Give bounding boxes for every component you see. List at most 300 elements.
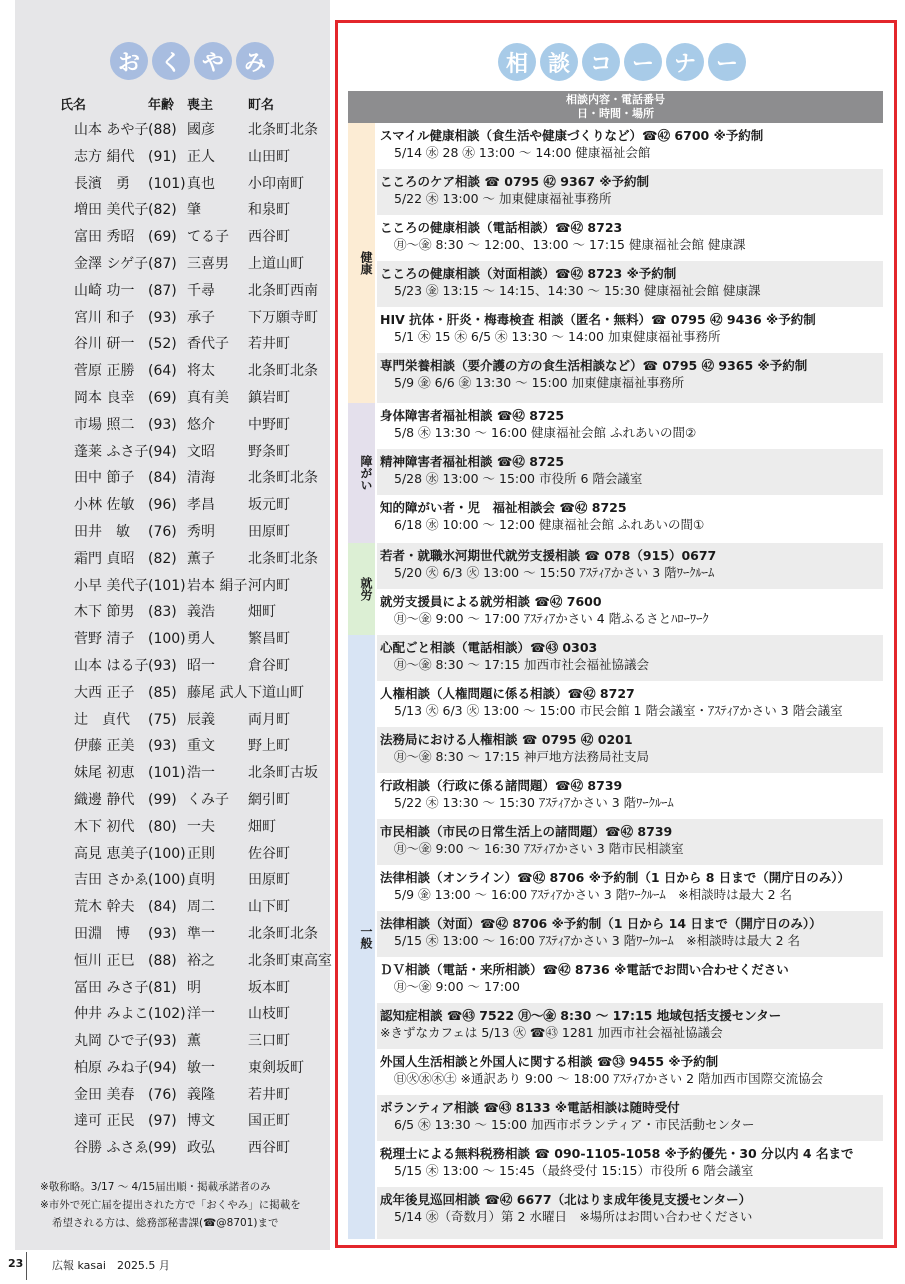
obituary-name: 柏原 みね子: [74, 1059, 149, 1076]
consult-entry-detail: 5/8 ㊍ 13:30 ～ 16:00 健康福祉会館 ふれあいの間②: [394, 425, 697, 440]
obituary-town: 北条町北条: [248, 550, 318, 567]
obituary-age: (75): [148, 711, 177, 728]
obituary-age: (82): [148, 550, 177, 567]
section-label-work: 就労: [348, 543, 375, 635]
obituary-name: 辻 貞代: [74, 711, 130, 728]
consult-entry-title: 心配ごと相談（電話相談）☎㊸ 0303: [380, 640, 598, 655]
obituary-name: 恒川 正巳: [74, 952, 135, 969]
obituary-row: [60, 305, 335, 332]
obituary-name: 達可 正民: [74, 1113, 135, 1130]
obituary-town: 三口町: [248, 1033, 290, 1050]
obituary-row: [60, 653, 335, 680]
obituary-mourner: 真有美: [187, 389, 229, 406]
obituary-mourner: 敏一: [187, 1059, 215, 1076]
obituary-town: 両月町: [248, 711, 290, 728]
obituary-name: 山本 あや子: [74, 122, 149, 138]
consult-entry-detail: ㊊～㊎ 8:30 ～ 12:00、13:00 ～ 17:15 健康福祉会館 健康課: [394, 237, 746, 252]
obituary-row: [60, 867, 335, 894]
obituary-mourner: 一夫: [187, 818, 215, 835]
obituary-age: (100): [148, 845, 186, 862]
obituary-mourner: 薫: [187, 1033, 201, 1050]
consult-entry-detail: 5/9 ㊎ 13:00 ～ 16:00 ｱｽﾃｨｱかさい 3 階ﾜｰｸﾙｰﾑ ※相談時は最大 2 名: [394, 887, 793, 902]
consult-entry: [377, 727, 883, 773]
section-label-health: 健康: [348, 123, 375, 403]
obituary-list: [60, 117, 335, 1162]
obituary-name: 妹尾 初恵: [74, 765, 135, 782]
obituary-row: [60, 787, 335, 814]
consult-title-char: ー: [708, 43, 746, 81]
obituary-town: 野条町: [248, 443, 290, 460]
obituary-row: [60, 171, 335, 198]
obituary-mourner: 政弘: [187, 1140, 215, 1157]
obituary-mourner: 辰義: [187, 711, 215, 728]
obituary-name: 金澤 シゲ子: [74, 255, 149, 272]
obituary-town: 網引町: [248, 791, 290, 808]
obituary-town: 若井町: [248, 336, 290, 353]
consult-entry-title: 法律相談（オンライン）☎㊷ 8706 ※予約制（1 日から 8 日まで（開庁日のみ））: [380, 870, 851, 885]
obituary-mourner: 肇: [187, 202, 201, 219]
footer-divider: [26, 1252, 27, 1280]
obituary-mourner: 清海: [187, 470, 215, 487]
obituary-town: 鎮岩町: [248, 389, 290, 406]
obituary-mourner: 昭一: [187, 657, 215, 674]
consult-entry: [377, 1095, 883, 1141]
consult-entry-detail: ※きずなカフェは 5/13 ㊋ ☎㊸ 1281 加西市社会福祉協議会: [380, 1025, 723, 1040]
consult-entry-title: こころの健康相談（電話相談）☎㊷ 8723: [380, 220, 623, 235]
obituary-row: [60, 894, 335, 921]
obituary-name: 小早 美代子: [74, 577, 149, 594]
obituary-town: 上道山町: [248, 255, 304, 272]
obituary-town: 北条町北条: [248, 122, 318, 138]
obituary-town: 若井町: [248, 1086, 290, 1103]
obituary-town: 河内町: [248, 577, 290, 594]
obituary-town: 繁昌町: [248, 631, 290, 648]
obituary-age: (101): [148, 765, 186, 782]
obituary-row: [60, 385, 335, 412]
obituary-row: [60, 197, 335, 224]
consult-entry-detail: 5/13 ㊋ 6/3 ㊋ 13:00 ～ 15:00 市民会館 1 階会議室・ｱｽﾃｨｱかさい 3 階会議室: [394, 703, 843, 718]
obituary-name: 丸岡 ひで子: [74, 1033, 149, 1050]
consult-title: [498, 43, 746, 81]
obituary-age: (88): [148, 122, 177, 138]
consult-entry-detail: 5/9 ㊎ 6/6 ㊎ 13:30 ～ 15:00 加東健康福祉事務所: [394, 375, 685, 390]
obituary-row: [60, 841, 335, 868]
obituary-age: (52): [148, 336, 177, 353]
obituary-row: [60, 814, 335, 841]
obituary-town: 北条町古坂: [248, 765, 318, 782]
obituary-age: (97): [148, 1113, 177, 1130]
obituary-mourner: 浩一: [187, 765, 215, 782]
obituary-row: [60, 492, 335, 519]
obituary-age: (83): [148, 604, 177, 621]
obituary-name: 吉田 さかゑ: [74, 872, 149, 889]
obituary-age: (64): [148, 363, 177, 380]
consult-entry-detail: 5/22 ㊍ 13:30 ～ 15:30 ｱｽﾃｨｱかさい 3 階ﾜｰｸﾙｰﾑ: [394, 795, 674, 810]
consult-entry: [377, 1187, 883, 1239]
obituary-row: [60, 1108, 335, 1135]
obituary-name: 市場 照二: [74, 416, 135, 433]
obituary-name: 山本 はる子: [74, 657, 149, 674]
obituary-row: [60, 1055, 335, 1082]
consult-entry-detail: 5/14 ㊌（奇数月）第 2 水曜日 ※場所はお問い合わせください: [394, 1209, 753, 1224]
obituary-row: [60, 117, 335, 144]
obituary-name: 木下 節男: [74, 604, 135, 621]
obituary-town: 中野町: [248, 416, 290, 433]
consult-entry-title: 就労支援員による就労相談 ☎㊷ 7600: [380, 594, 602, 609]
obituary-row: [60, 1028, 335, 1055]
header-age: 年齢: [148, 98, 175, 113]
obituary-name: 田中 節子: [74, 470, 135, 487]
consult-entry: [377, 957, 883, 1003]
obituary-title-char: く: [152, 42, 190, 80]
consult-entry-title: 若者・就職氷河期世代就労支援相談 ☎ 078（915）0677: [380, 548, 717, 563]
consult-entry: [377, 495, 883, 543]
obituary-age: (85): [148, 684, 177, 701]
obituary-mourner: 國彦: [187, 122, 215, 138]
consult-entry: [377, 819, 883, 865]
consult-entry: [377, 403, 883, 449]
obituary-age: (93): [148, 657, 177, 674]
consult-entry: [377, 1003, 883, 1049]
obituary-mourner: 三喜男: [187, 255, 229, 272]
obituary-name: 山崎 功一: [74, 282, 135, 299]
header-town: 町名: [248, 98, 275, 113]
obituary-mourner: 香代子: [187, 336, 229, 353]
obituary-name: 伊藤 正美: [74, 738, 135, 755]
consult-title-char: ナ: [666, 43, 704, 81]
obituary-mourner: 準一: [187, 925, 215, 942]
obituary-name: 金田 美春: [74, 1086, 135, 1103]
obituary-age: (88): [148, 952, 177, 969]
consult-entry-title: ＤＶ相談（電話・来所相談）☎㊷ 8736 ※電話でお問い合わせください: [380, 962, 789, 977]
obituary-age: (100): [148, 872, 186, 889]
consult-entry: [377, 865, 883, 911]
obituary-row: [60, 465, 335, 492]
obituary-title-char: み: [236, 42, 274, 80]
obituary-age: (87): [148, 282, 177, 299]
consult-entry: [377, 215, 883, 261]
obituary-age: (96): [148, 497, 177, 514]
obituary-age: (69): [148, 389, 177, 406]
consult-entry: [377, 1141, 883, 1187]
consult-entry-title: 知的障がい者・児 福祉相談会 ☎㊷ 8725: [380, 500, 627, 515]
obituary-town: 和泉町: [248, 202, 290, 219]
obituary-mourner: 真也: [187, 175, 215, 192]
obituary-age: (99): [148, 791, 177, 808]
section-label-disability: 障がい: [348, 403, 375, 543]
obituary-name: 霜門 貞昭: [74, 550, 135, 567]
obituary-header: [60, 94, 330, 112]
obituary-age: (93): [148, 309, 177, 326]
obituary-name: 長濱 勇: [74, 175, 130, 192]
obituary-name: 宮川 和子: [74, 309, 135, 326]
obituary-row: [60, 1001, 335, 1028]
obituary-town: 西谷町: [248, 229, 290, 246]
obituary-name: 冨田 みさ子: [74, 979, 149, 996]
obituary-town: 山下町: [248, 899, 290, 916]
obituary-row: [60, 278, 335, 305]
consult-entry-title: 専門栄養相談（要介護の方の食生活相談など）☎ 0795 ㊷ 9365 ※予約制: [380, 358, 808, 373]
obituary-age: (87): [148, 255, 177, 272]
consult-entry: [377, 307, 883, 353]
consult-entry-title: 人権相談（人権問題に係る相談）☎㊷ 8727: [380, 686, 635, 701]
page-footer: [0, 1252, 330, 1284]
obituary-age: (101): [148, 175, 186, 192]
note: ※敬称略。3/17 ～ 4/15届出順・掲載承諾者のみ: [40, 1181, 271, 1193]
consult-entry-title: ボランティア相談 ☎㊸ 8133 ※電話相談は随時受付: [380, 1100, 680, 1115]
obituary-row: [60, 680, 335, 707]
consult-entry: [377, 123, 883, 169]
obituary-name: 菅原 正勝: [74, 363, 135, 380]
obituary-name: 織邊 静代: [74, 791, 135, 808]
obituary-age: (80): [148, 818, 177, 835]
obituary-age: (76): [148, 523, 177, 540]
magazine-name: 広報 kasai 2025.5 月: [52, 1259, 170, 1272]
section-general: [348, 635, 883, 1239]
obituary-row: [60, 1082, 335, 1109]
consult-title-char: コ: [582, 43, 620, 81]
consult-entry: [377, 589, 883, 635]
obituary-mourner: 千尋: [187, 282, 215, 299]
consult-entry-detail: ㊊～㊎ 9:00 ～ 17:00 ｱｽﾃｨｱかさい 4 階ふるさとﾊﾛｰﾜｰｸ: [394, 611, 709, 626]
obituary-row: [60, 948, 335, 975]
obituary-age: (100): [148, 631, 186, 648]
obituary-town: 田原町: [248, 523, 290, 540]
obituary-name: 田淵 博: [74, 925, 130, 942]
table-header-line: 相談内容・電話番号: [566, 93, 665, 106]
obituary-town: 西谷町: [248, 1140, 290, 1157]
obituary-mourner: 博文: [187, 1113, 215, 1130]
consult-entry-detail: 5/23 ㊎ 13:15 ～ 14:15、14:30 ～ 15:30 健康福祉会館 健康課: [394, 283, 761, 298]
obituary-town: 国正町: [248, 1113, 290, 1130]
consult-entry-title: 外国人生活相談と外国人に関する相談 ☎㉝ 9455 ※予約制: [380, 1054, 719, 1069]
consult-entry-detail: 5/14 ㊌ 28 ㊌ 13:00 ～ 14:00 健康福祉会館: [394, 145, 651, 160]
obituary-town: 畑町: [248, 818, 276, 835]
obituary-title-char: や: [194, 42, 232, 80]
consult-panel: [335, 20, 897, 1248]
consult-entry: [377, 353, 883, 403]
section-health: [348, 123, 883, 403]
obituary-row: [60, 439, 335, 466]
obituary-town: 佐谷町: [248, 845, 290, 862]
obituary-title-char: お: [110, 42, 148, 80]
obituary-town: 野上町: [248, 738, 290, 755]
consult-entry-detail: ㊊～㊎ 8:30 ～ 17:15 神戸地方法務局社支局: [394, 749, 649, 764]
obituary-town: 下万願寺町: [248, 309, 318, 326]
consult-entry-detail: 5/22 ㊍ 13:00 ～ 加東健康福祉事務所: [394, 191, 612, 206]
consult-entry-title: 法務局における人権相談 ☎ 0795 ㊷ 0201: [380, 732, 633, 747]
obituary-row: [60, 412, 335, 439]
obituary-mourner: 岩本 絹子: [187, 577, 248, 594]
obituary-name: 蓬莱 ふさ子: [74, 443, 149, 460]
obituary-town: 北条町北条: [248, 925, 318, 942]
consult-entry-title: 法律相談（対面）☎㊷ 8706 ※予約制（1 日から 14 日まで（開庁日のみ））: [380, 916, 822, 931]
consult-entry-title: 認知症相談 ☎㊸ 7522 ㊊～㊎ 8:30 ～ 17:15 地域包括支援センター: [380, 1008, 782, 1023]
obituary-mourner: 薫子: [187, 550, 215, 567]
obituary-name: 菅野 清子: [74, 631, 135, 648]
consult-title-char: 相: [498, 43, 536, 81]
obituary-mourner: 承子: [187, 309, 215, 326]
obituary-town: 坂本町: [248, 979, 290, 996]
obituary-age: (81): [148, 979, 177, 996]
obituary-name: 田井 敏: [74, 523, 130, 540]
consult-entry-detail: 5/15 ㊍ 13:00 ～ 16:00 ｱｽﾃｨｱかさい 3 階ﾜｰｸﾙｰﾑ ※相談時は最大 2 名: [394, 933, 801, 948]
header-mourner: 喪主: [187, 98, 214, 113]
obituary-name: 岡本 良幸: [74, 389, 135, 406]
consult-entry: [377, 681, 883, 727]
obituary-mourner: 裕之: [187, 952, 215, 969]
obituary-row: [60, 519, 335, 546]
obituary-row: [60, 251, 335, 278]
obituary-town: 北条町西南: [248, 282, 318, 299]
consult-entry-detail: ㊐㊋㊌㊍㊏ ※通訳あり 9:00 ～ 18:00 ｱｽﾃｨｱかさい 2 階加西市国際交流協会: [394, 1071, 824, 1086]
obituary-age: (102): [148, 1006, 186, 1023]
obituary-age: (93): [148, 1033, 177, 1050]
obituary-mourner: 正人: [187, 148, 215, 165]
obituary-town: 田原町: [248, 872, 290, 889]
obituary-town: 北条町東高室: [248, 952, 332, 969]
consult-entry-detail: 5/20 ㊋ 6/3 ㊋ 13:00 ～ 15:50 ｱｽﾃｨｱかさい 3 階ﾜｰｸﾙｰﾑ: [394, 565, 715, 580]
obituary-row: [60, 1135, 335, 1162]
consult-entry-title: こころのケア相談 ☎ 0795 ㊷ 9367 ※予約制: [380, 174, 650, 189]
obituary-name: 増田 美代子: [74, 202, 149, 219]
obituary-title: [110, 42, 274, 80]
obituary-town: 倉谷町: [248, 657, 290, 674]
obituary-town: 小印南町: [248, 175, 304, 192]
consult-title-char: ー: [624, 43, 662, 81]
consult-entry: [377, 543, 883, 589]
obituary-town: 畑町: [248, 604, 276, 621]
obituary-row: [60, 358, 335, 385]
consult-entry-title: 成年後見巡回相談 ☎㊷ 6677（北はりま成年後見支援センター）: [380, 1192, 752, 1207]
obituary-notes: [40, 1180, 345, 1234]
consult-entry-detail: ㊊～㊎ 8:30 ～ 17:15 加西市社会福祉協議会: [394, 657, 649, 672]
obituary-name: 高見 恵美子: [74, 845, 149, 862]
obituary-mourner: てる子: [187, 229, 229, 246]
obituary-age: (82): [148, 202, 177, 219]
obituary-name: 富田 秀昭: [74, 229, 135, 246]
consult-entry-detail: 6/18 ㊌ 10:00 ～ 12:00 健康福祉会館 ふれあいの間①: [394, 517, 705, 532]
consult-entry-title: 行政相談（行政に係る諸問題）☎㊷ 8739: [380, 778, 623, 793]
obituary-column: [15, 0, 330, 1250]
obituary-name: 谷川 研一: [74, 336, 135, 353]
obituary-age: (94): [148, 1059, 177, 1076]
obituary-mourner: 義浩: [187, 604, 215, 621]
consult-entry-detail: 5/15 ㊍ 13:00 ～ 15:45（最終受付 15:15）市役所 6 階会議室: [394, 1163, 754, 1178]
obituary-mourner: 悠介: [187, 416, 215, 433]
consult-entry-title: 市民相談（市民の日常生活上の諸問題）☎㊷ 8739: [380, 824, 673, 839]
obituary-age: (84): [148, 899, 177, 916]
consult-entry: [377, 449, 883, 495]
consult-entry-detail: 6/5 ㊍ 13:30 ～ 15:00 加西市ボランティア・市民活動センター: [394, 1117, 755, 1132]
consult-entry-detail: ㊊～㊎ 9:00 ～ 16:30 ｱｽﾃｨｱかさい 3 階市民相談室: [394, 841, 684, 856]
section-work: [348, 543, 883, 635]
obituary-name: 大西 正子: [74, 684, 135, 701]
obituary-town: 山田町: [248, 148, 290, 165]
obituary-mourner: 正則: [187, 845, 215, 862]
note: 希望される方は、総務部秘書課(☎@8701)まで: [52, 1217, 279, 1229]
obituary-mourner: 重文: [187, 738, 215, 755]
consult-entry-title: こころの健康相談（対面相談）☎㊷ 8723 ※予約制: [380, 266, 677, 281]
obituary-mourner: 明: [187, 979, 201, 996]
obituary-mourner: 洋一: [187, 1006, 215, 1023]
obituary-row: [60, 546, 335, 573]
obituary-row: [60, 626, 335, 653]
obituary-age: (76): [148, 1086, 177, 1103]
obituary-row: [60, 975, 335, 1002]
section-label-general: 一般: [348, 635, 375, 1239]
obituary-town: 坂元町: [248, 497, 290, 514]
obituary-mourner: 義隆: [187, 1086, 215, 1103]
consult-entry-title: HIV 抗体・肝炎・梅毒検査 相談（匿名・無料）☎ 0795 ㊷ 9436 ※予約制: [380, 312, 816, 327]
obituary-mourner: 藤尾 武人: [187, 684, 248, 701]
obituary-age: (93): [148, 738, 177, 755]
obituary-age: (69): [148, 229, 177, 246]
obituary-name: 仲井 みよこ: [74, 1006, 149, 1023]
consult-entry: [377, 261, 883, 307]
obituary-town: 北条町北条: [248, 363, 318, 380]
obituary-age: (94): [148, 443, 177, 460]
obituary-town: 北条町北条: [248, 470, 318, 487]
obituary-mourner: 将太: [187, 363, 215, 380]
obituary-mourner: くみ子: [187, 791, 229, 808]
obituary-age: (84): [148, 470, 177, 487]
obituary-row: [60, 144, 335, 171]
obituary-mourner: 文昭: [187, 443, 215, 460]
obituary-row: [60, 707, 335, 734]
obituary-age: (91): [148, 148, 177, 165]
obituary-mourner: 秀明: [187, 523, 215, 540]
obituary-age: (99): [148, 1140, 177, 1157]
obituary-row: [60, 760, 335, 787]
obituary-mourner: 孝昌: [187, 497, 215, 514]
obituary-age: (93): [148, 925, 177, 942]
obituary-town: 東剣坂町: [248, 1059, 304, 1076]
header-name: 氏名: [60, 98, 87, 113]
obituary-mourner: 貞明: [187, 872, 215, 889]
obituary-age: (101): [148, 577, 186, 594]
consult-entry: [377, 911, 883, 957]
table-header-line: 日・時間・場所: [577, 107, 654, 120]
obituary-row: [60, 573, 335, 600]
consult-entry: [377, 635, 883, 681]
obituary-row: [60, 921, 335, 948]
consult-entry-title: 精神障害者福祉相談 ☎㊷ 8725: [380, 454, 565, 469]
consult-entry-title: スマイル健康相談（食生活や健康づくりなど）☎㊷ 6700 ※予約制: [380, 128, 764, 143]
consult-entry-detail: 5/28 ㊌ 13:00 ～ 15:00 市役所 6 階会議室: [394, 471, 643, 486]
consult-entry-detail: ㊊～㊎ 9:00 ～ 17:00: [394, 979, 521, 994]
consult-entry-title: 税理士による無料税務相談 ☎ 090-1105-1058 ※予約優先・30 分以内 4 名まで: [380, 1146, 854, 1161]
obituary-row: [60, 599, 335, 626]
note: ※市外で死亡届を提出された方で「おくやみ」に掲載を: [40, 1199, 301, 1211]
obituary-row: [60, 331, 335, 358]
table-header: [348, 91, 883, 123]
consult-title-char: 談: [540, 43, 578, 81]
obituary-name: 木下 初代: [74, 818, 135, 835]
obituary-name: 小林 佐敏: [74, 497, 135, 514]
obituary-row: [60, 733, 335, 760]
page-number: 23: [8, 1257, 24, 1270]
obituary-mourner: 周二: [187, 899, 215, 916]
obituary-name: 荒木 幹夫: [74, 899, 135, 916]
obituary-name: 志方 絹代: [74, 148, 135, 165]
obituary-name: 谷勝 ふさゑ: [74, 1140, 149, 1157]
consult-entry: [377, 169, 883, 215]
consult-entry-detail: 5/1 ㊍ 15 ㊍ 6/5 ㊍ 13:30 ～ 14:00 加東健康福祉事務所: [394, 329, 721, 344]
section-disability: [348, 403, 883, 543]
obituary-town: 山枝町: [248, 1006, 290, 1023]
consult-entry-title: 身体障害者福祉相談 ☎㊷ 8725: [380, 408, 565, 423]
